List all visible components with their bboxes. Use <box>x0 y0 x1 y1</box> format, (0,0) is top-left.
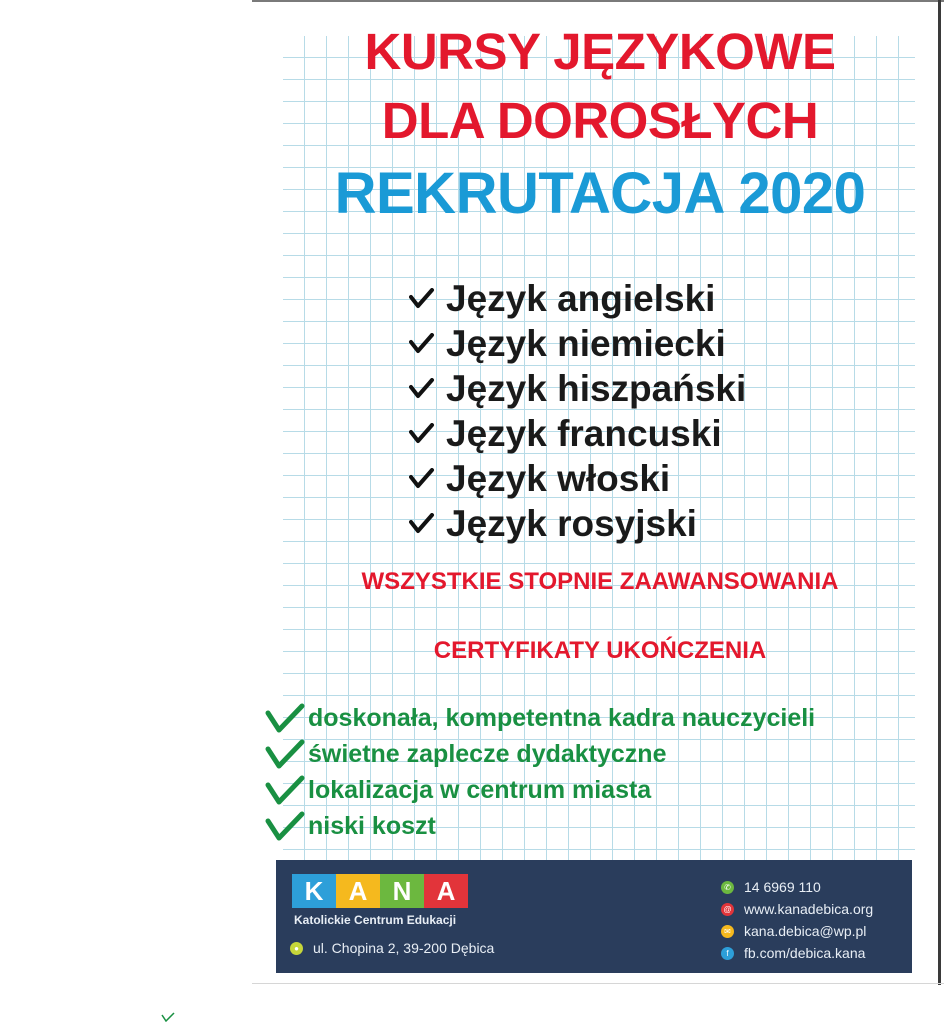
all-levels-notice: WSZYSTKIE STOPNIE ZAAWANSOWANIA <box>361 568 839 595</box>
phone-icon: ✆ <box>721 881 734 894</box>
logo-tile: A <box>336 874 380 908</box>
contact-footer <box>276 860 912 973</box>
logo-tile: A <box>424 874 468 908</box>
language-label: Język włoski <box>446 457 671 499</box>
checkmark-icon <box>262 811 308 841</box>
language-label: Język angielski <box>446 277 716 319</box>
checkmark-icon <box>398 378 446 400</box>
checkmark-icon <box>398 513 446 535</box>
contact-text: 14 6969 110 <box>744 879 821 895</box>
contact-text: kana.debica@wp.pl <box>744 923 867 939</box>
feature-label: lokalizacja w centrum miasta <box>308 775 652 804</box>
list-item <box>262 700 942 736</box>
language-list <box>398 276 818 546</box>
list-item <box>262 736 942 772</box>
address <box>290 940 494 956</box>
title-line-2: DLA DOROSŁYCH <box>381 92 819 149</box>
feature-list <box>262 700 942 844</box>
list-item <box>398 456 818 501</box>
list-item <box>398 411 818 456</box>
stray-checkmark-icon <box>161 1012 175 1022</box>
location-pin-icon: ● <box>290 942 303 955</box>
list-item <box>398 321 818 366</box>
title-line-1: KURSY JĘZYKOWE <box>364 23 836 80</box>
checkmark-icon <box>398 423 446 445</box>
checkmark-icon <box>398 468 446 490</box>
web-icon: @ <box>721 903 734 916</box>
feature-label: niski koszt <box>308 811 436 840</box>
language-label: Język rosyjski <box>446 502 697 544</box>
checkmark-icon <box>262 703 308 733</box>
language-label: Język niemiecki <box>446 322 726 364</box>
logo-tile: N <box>380 874 424 908</box>
checkmark-icon <box>262 739 308 769</box>
contact-list <box>721 876 873 964</box>
certificates-notice: CERTYFIKATY UKOŃCZENIA <box>433 637 767 664</box>
language-label: Język francuski <box>446 412 722 454</box>
language-label: Język hiszpański <box>446 367 747 409</box>
address-text: ul. Chopina 2, 39-200 Dębica <box>313 940 495 956</box>
scan-bottom-edge <box>252 983 944 984</box>
kana-logo <box>292 874 468 908</box>
feature-label: świetne zaplecze dydaktyczne <box>308 739 667 768</box>
checkmark-icon <box>262 775 308 805</box>
contact-facebook[interactable] <box>721 942 873 964</box>
mail-icon: ✉ <box>721 925 734 938</box>
contact-text: www.kanadebica.org <box>744 901 874 917</box>
contact-website[interactable] <box>721 898 873 920</box>
title-recruitment-year: REKRUTACJA 2020 <box>334 161 866 226</box>
logo-subtitle: Katolickie Centrum Edukacji <box>294 913 457 927</box>
list-item <box>398 276 818 321</box>
checkmark-icon <box>398 288 446 310</box>
contact-email[interactable] <box>721 920 873 942</box>
checkmark-icon <box>398 333 446 355</box>
feature-label: doskonała, kompetentna kadra nauczycieli <box>308 703 816 732</box>
list-item <box>398 366 818 411</box>
contact-text: fb.com/debica.kana <box>744 945 866 961</box>
logo-tile: K <box>292 874 336 908</box>
contact-phone[interactable] <box>721 876 873 898</box>
list-item <box>262 808 942 844</box>
list-item <box>398 501 818 546</box>
list-item <box>262 772 942 808</box>
scan-top-edge <box>252 0 944 2</box>
facebook-icon: f <box>721 947 734 960</box>
